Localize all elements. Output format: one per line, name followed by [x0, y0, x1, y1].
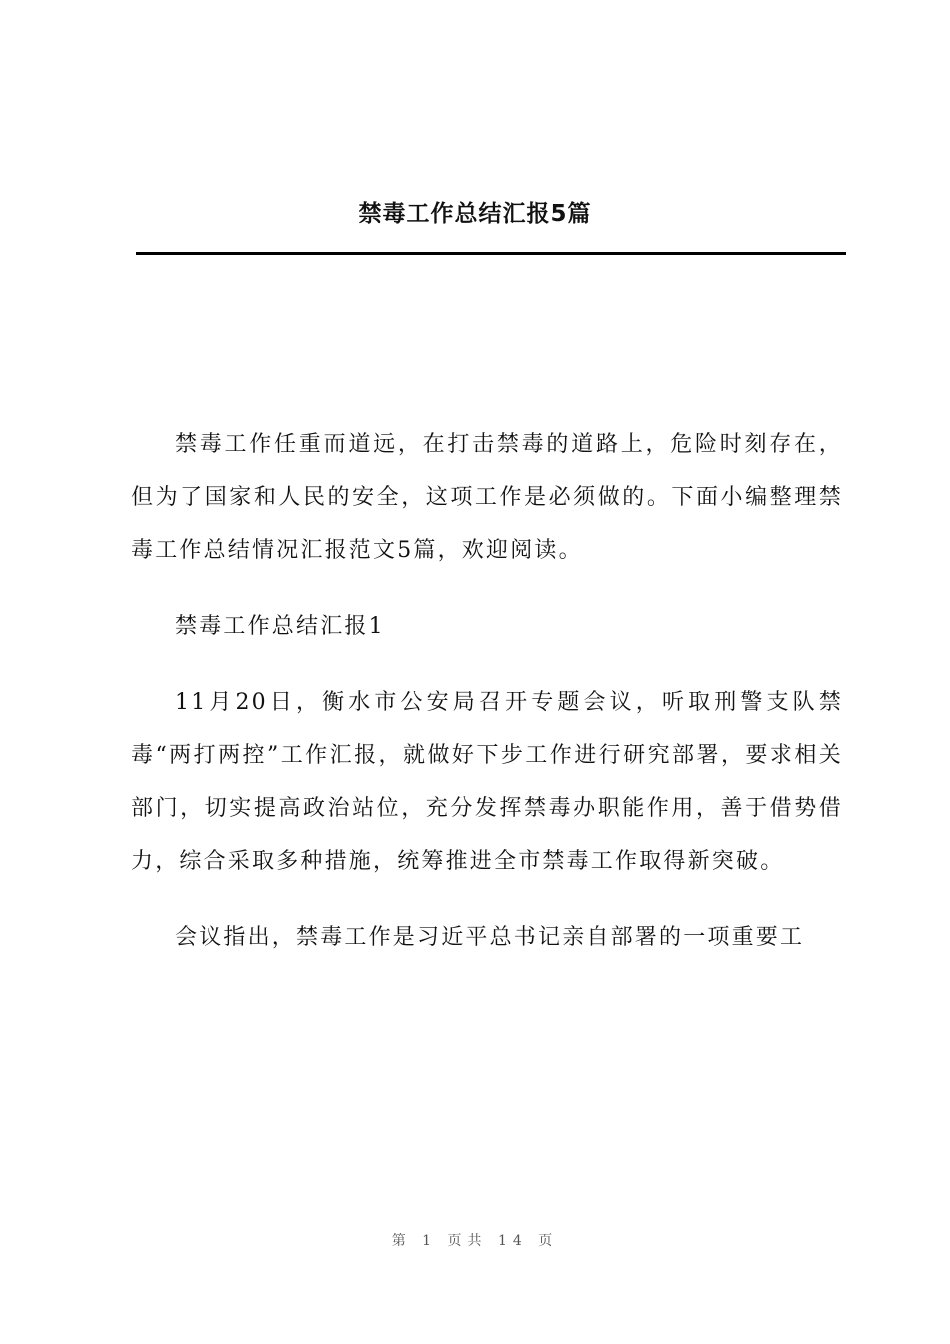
paragraph-meeting-notes: 会议指出，禁毒工作是习近平总书记亲自部署的一项重要工: [175, 925, 805, 950]
footer-middle: 页共: [447, 1233, 488, 1249]
footer-prefix: 第: [391, 1233, 412, 1249]
footer-page-number: 1: [422, 1233, 438, 1249]
footer-suffix: 页: [538, 1233, 559, 1249]
document-body: [131, 418, 843, 987]
footer-total-pages: 14: [498, 1233, 528, 1249]
section-heading: 禁毒工作总结汇报1: [175, 614, 385, 639]
document-title: 禁毒工作总结汇报5篇: [358, 201, 592, 227]
page-footer: [0, 1230, 950, 1250]
paragraph-intro: 禁毒工作任重而道远，在打击禁毒的道路上，危险时刻存在，但为了国家和人民的安全，这项工作是必须做的。下面小编整理禁毒工作总结情况汇报范文5篇，欢迎阅读。: [131, 432, 843, 563]
paragraph-meeting: 11月20日，衡水市公安局召开专题会议，听取刑警支队禁毒“两打两控”工作汇报，就做好下步工作进行研究部署，要求相关部门，切实提高政治站位，充分发挥禁毒办职能作用，善于借势借力，综合采取多种措施，统筹推进全市禁毒工作取得新突破。: [131, 690, 843, 874]
title-underline: [136, 252, 846, 255]
